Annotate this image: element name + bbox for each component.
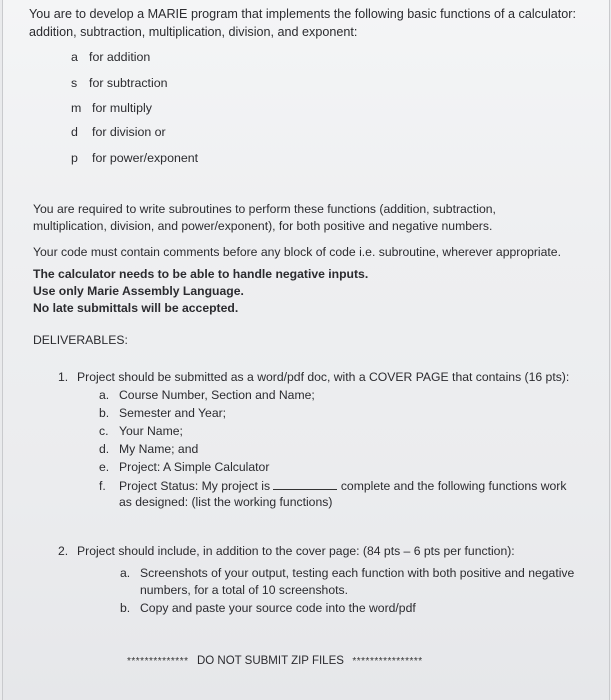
operation-key: m — [71, 101, 82, 115]
stars-right: **************** — [352, 656, 423, 667]
operation-key: p — [71, 151, 78, 165]
operation-item-division — [71, 125, 166, 139]
operation-item-multiply — [71, 101, 152, 115]
requirements-assembly-language: Use only Marie Assembly Language. — [33, 284, 244, 298]
operation-item-power — [71, 151, 198, 165]
operation-label: for power/exponent — [92, 151, 199, 165]
deliverable-item-1 — [58, 370, 569, 384]
cover-page-subitem-c — [99, 424, 183, 438]
item-text: Project should be submitted as a word/pdf doc, with a COVER PAGE that contains (16 pts): — [77, 370, 570, 384]
notice-text: DO NOT SUBMIT ZIP FILES — [196, 655, 344, 667]
cover-page-subitem-d — [99, 442, 198, 456]
cover-page-subitem-e — [99, 460, 269, 474]
subitem-letter: a. — [120, 566, 131, 580]
operation-key: s — [71, 76, 78, 90]
item-number: 1. — [58, 370, 69, 384]
subitem-letter: f. — [99, 479, 106, 493]
operation-key: d — [71, 125, 78, 139]
stars-left: ************** — [127, 656, 189, 667]
project-status-blank — [273, 478, 337, 490]
subitem-text: Semester and Year; — [119, 406, 227, 420]
intro-line-2: addition, subtraction, multiplication, division, and exponent: — [29, 25, 358, 39]
project-status-suffix: complete and the following functions work — [340, 479, 567, 493]
subitem-letter: c. — [99, 424, 109, 438]
cover-page-subitem-a — [99, 388, 315, 402]
requirements-late-policy: No late submittals will be accepted. — [33, 301, 239, 315]
project-status-prefix: Project Status: My project is — [119, 479, 271, 493]
requirements-subroutines-line-1: You are required to write subroutines to perform these functions (addition, subtraction, — [33, 202, 496, 216]
operation-label: for division or — [92, 125, 166, 139]
subitem-text: Copy and paste your source code into the word/pdf — [140, 601, 416, 615]
operation-label: for multiply — [92, 101, 152, 115]
subitem-text: Your Name; — [119, 424, 183, 438]
include-subitem-a-line-2: numbers, for a total of 10 screenshots. — [140, 583, 348, 597]
subitem-text: Course Number, Section and Name; — [119, 388, 315, 402]
include-subitem-b — [120, 601, 416, 615]
include-subitem-a — [120, 566, 574, 580]
operation-item-addition — [71, 50, 150, 64]
subitem-letter: d. — [99, 442, 110, 456]
requirements-subroutines-line-2: multiplication, division, and power/exponent), for both positive and negative numbers. — [33, 219, 493, 233]
operation-label: for subtraction — [89, 76, 168, 90]
operation-item-subtraction — [71, 76, 168, 90]
document-page — [2, 0, 610, 700]
subitem-letter: b. — [99, 406, 110, 420]
deliverables-heading: DELIVERABLES: — [33, 333, 128, 347]
requirements-negative-inputs: The calculator needs to be able to handle negative inputs. — [33, 267, 369, 281]
subitem-text: My Name; and — [119, 442, 199, 456]
item-text: Project should include, in addition to the cover page: (84 pts – 6 pts per function): — [77, 544, 515, 558]
requirements-comments: Your code must contain comments before any block of code i.e. subroutine, wherever appropriate. — [33, 245, 561, 259]
intro-line-1: You are to develop a MARIE program that implements the following basic functions of a calculator: — [29, 7, 576, 21]
operation-key: a — [71, 50, 78, 64]
subitem-text: Screenshots of your output, testing each function with both positive and negative — [140, 566, 575, 580]
subitem-letter: a. — [99, 388, 110, 402]
cover-page-subitem-b — [99, 406, 226, 420]
subitem-letter: b. — [120, 601, 131, 615]
subitem-letter: e. — [99, 460, 110, 474]
item-number: 2. — [58, 544, 69, 558]
zip-files-notice — [127, 651, 423, 669]
cover-page-subitem-f — [99, 478, 566, 493]
project-status-line-2: as designed: (list the working functions) — [119, 495, 333, 509]
operation-label: for addition — [89, 50, 151, 64]
subitem-text: Project: A Simple Calculator — [119, 460, 270, 474]
deliverable-item-2 — [58, 544, 515, 558]
